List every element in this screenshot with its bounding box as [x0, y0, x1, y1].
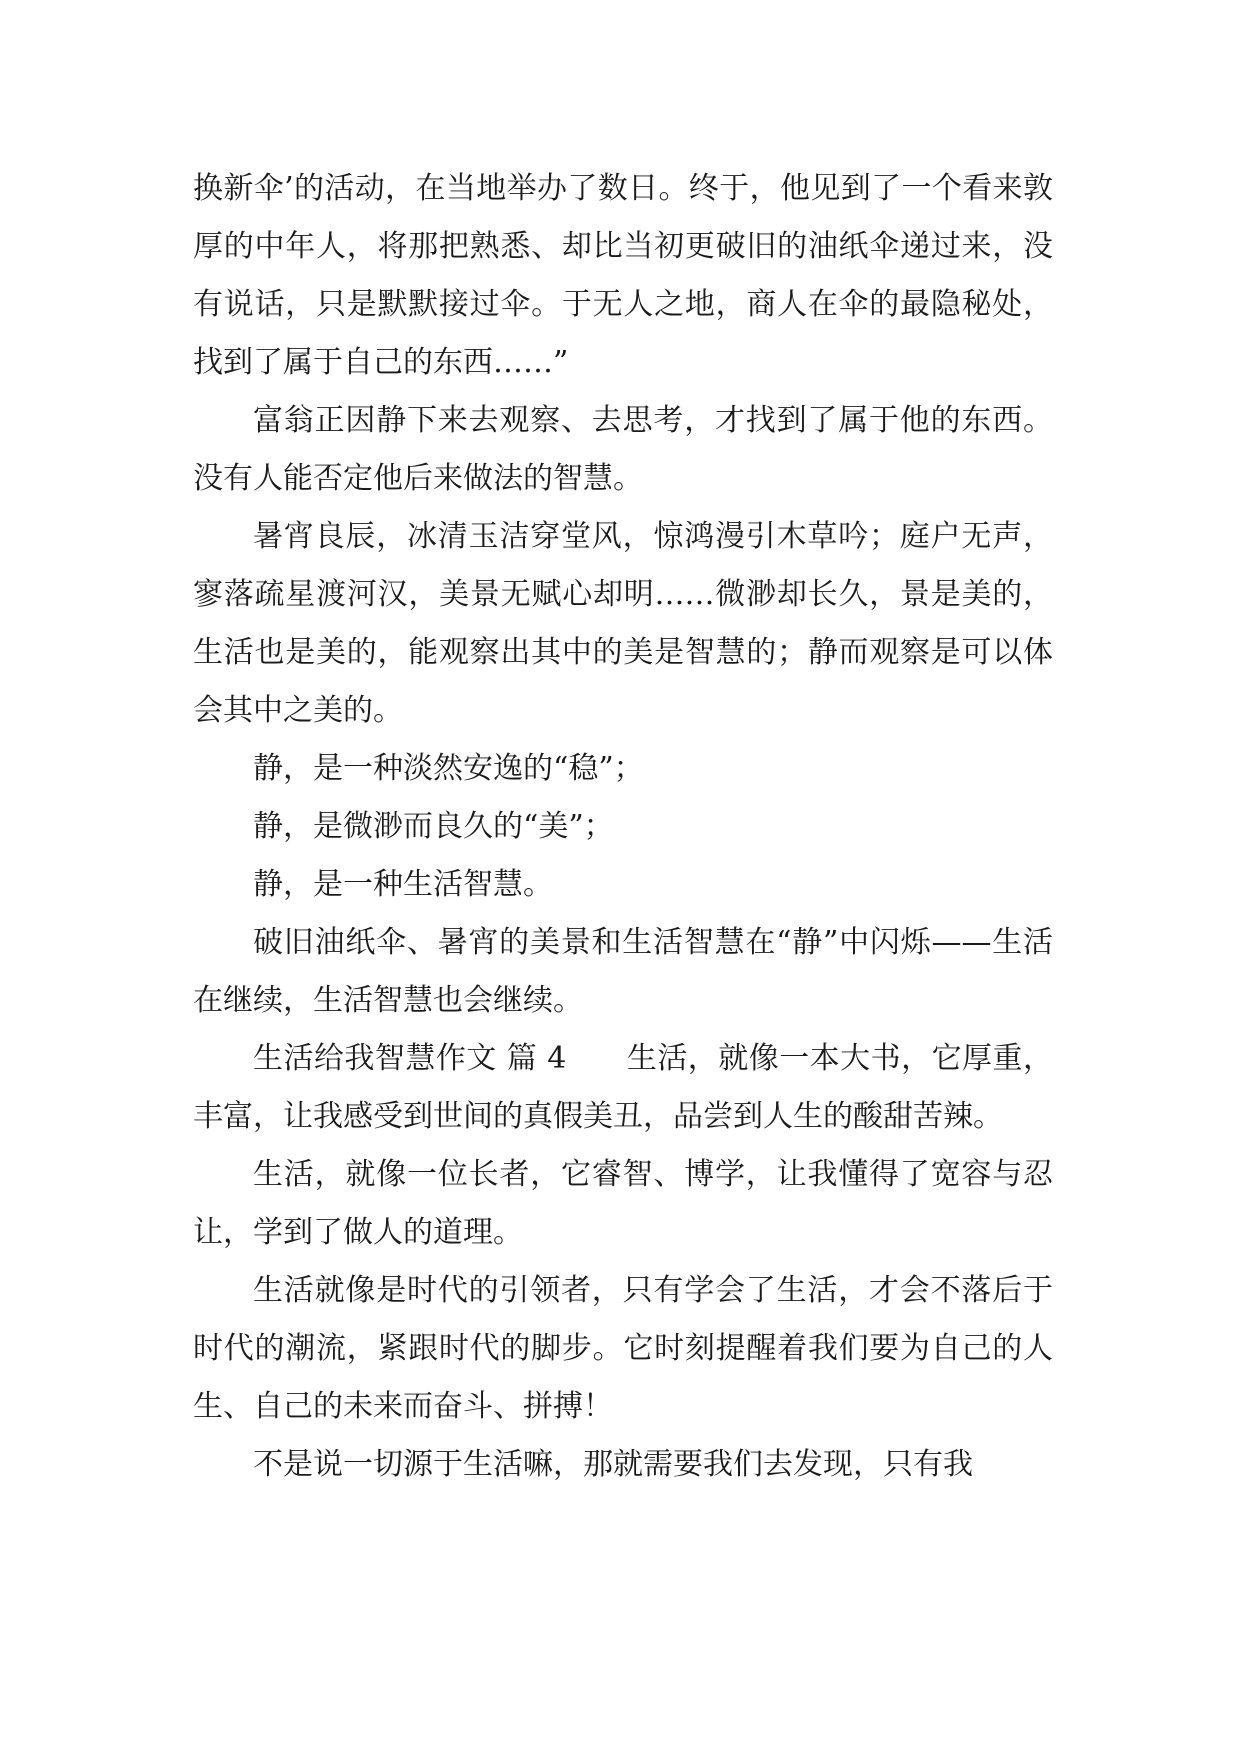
section-paragraph: [193, 1030, 1053, 1146]
paragraph-7: 破旧油纸伞、暑宵的美景和生活智慧在“静”中闪烁——生活在继续，生活智慧也会继续。: [193, 925, 1053, 1018]
section-heading: 生活给我智慧作文 篇 4: [253, 1041, 567, 1076]
paragraph-9: 生活，就像一位长者，它睿智、博学，让我懂得了宽容与忍让，学到了做人的道理。: [193, 1157, 1053, 1250]
paragraph-10: 生活就像是时代的引领者，只有学会了生活，才会不落后于时代的潮流，紧跟时代的脚步。它时刻提醒着我们要为自己的人生、自己的未来而奋斗、拼搏！: [193, 1273, 1053, 1424]
document-body: [193, 160, 1053, 1494]
paragraph-11: 不是说一切源于生活嘛，那就需要我们去发现，只有我: [253, 1447, 973, 1482]
paragraph-3: 暑宵良辰，冰清玉洁穿堂风，惊鸿漫引木草吟；庭户无声，寥落疏星渡河汉，美景无赋心却明……微渺却长久，景是美的，生活也是美的，能观察出其中的美是智慧的；静而观察是可以体会其中之美的。: [193, 519, 1053, 728]
paragraph-1: 换新伞’的活动，在当地举办了数日。终于，他见到了一个看来敦厚的中年人，将那把熟悉、却比当初更破旧的油纸伞递过来，没有说话，只是默默接过伞。于无人之地，商人在伞的最隐秘处，找到了属于自己的东西……”: [193, 171, 1053, 380]
paragraph-6: 静，是一种生活智慧。: [253, 867, 553, 902]
paragraph-5: 静，是微渺而良久的“美”；: [253, 809, 614, 844]
paragraph-2: 富翁正因静下来去观察、去思考，才找到了属于他的东西。没有人能否定他后来做法的智慧。: [193, 403, 1053, 496]
paragraph-4: 静，是一种淡然安逸的“稳”；: [253, 751, 644, 786]
section-first-text: 生活，就像一本大书，它厚重，丰富，让我感受到世间的真假美丑，品尝到人生的酸甜苦辣。: [193, 1041, 1053, 1134]
